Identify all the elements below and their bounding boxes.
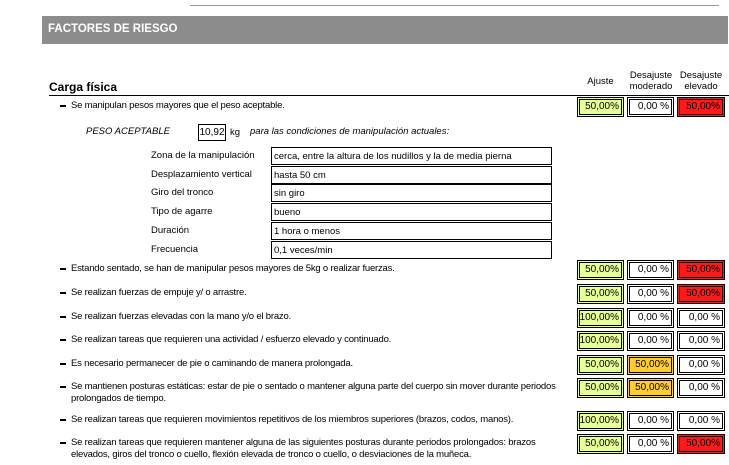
peso-conditions: para las condiciones de manipulación actuales: [250,126,450,137]
category-title: Carga física [49,80,118,94]
risk-row-text: Se realizan tareas que requieren una actividad / esfuerzo elevado y continuado. [71,334,392,345]
bullet-dash [60,105,66,107]
param-value[interactable]: 0,1 veces/min [271,241,552,259]
bullet-dash [60,419,66,421]
bullet-dash [60,268,66,270]
cell-elevado[interactable]: 50,00% [677,284,725,304]
param-label: Tipo de agarre [151,206,213,217]
col-header-moderado: Desajuste moderado [629,70,673,92]
cell-ajuste[interactable]: 50,00% [577,378,624,398]
cell-elevado[interactable]: 0,00 % [677,331,725,351]
risk-row-text: Se mantienen posturas estáticas: estar de pie o sentado o mantener alguna parte del cuerpo sin mover durante periodos prolongados de tiempo. [71,381,556,404]
category-underline [49,95,729,96]
cell-elevado[interactable]: 0,00 % [677,308,725,328]
param-value[interactable]: cerca, entre la altura de los nudillos y la de media pierna [271,147,552,165]
cell-elevado[interactable]: 50,00% [677,434,725,454]
risk-row-text: Se realizan tareas que requieren movimientos repetitivos de los miembros superiores (brazos, codos, manos). [71,414,514,425]
risk-row-text: Es necesario permanecer de pie o caminando de manera prolongada. [71,358,353,369]
cell-ajuste[interactable]: 50,00% [577,284,624,304]
peso-unit: kg [230,127,241,138]
risk-row-text: Estando sentado, se han de manipular pesos mayores de 5kg o realizar fuerzas. [71,263,395,274]
top-cut-line [190,5,719,6]
cell-ajuste[interactable]: 100,00% [577,411,624,431]
bullet-dash [60,292,66,294]
cell-moderado[interactable]: 0,00 % [627,97,674,117]
cell-elevado[interactable]: 50,00% [677,260,725,280]
peso-aceptable-label: PESO ACEPTABLE [86,126,170,137]
bullet-dash [60,339,66,341]
cell-ajuste[interactable]: 100,00% [577,331,624,351]
param-value[interactable]: sin giro [271,184,552,202]
cell-moderado[interactable]: 0,00 % [627,331,674,351]
param-label: Duración [151,225,190,236]
bullet-dash [60,316,66,318]
cell-ajuste[interactable]: 50,00% [577,434,624,454]
cell-elevado[interactable]: 50,00% [677,97,725,117]
risk-row-text: Se realizan tareas que requieren mantener alguna de las siguientes posturas durante periodos prolongados: brazos elevados, giros del tronco o cuello, flexión elevada de tronco o cuello, o desviaciones de la muñeca. [71,437,536,460]
cell-ajuste[interactable]: 50,00% [577,97,624,117]
cell-moderado[interactable]: 0,00 % [627,260,674,280]
cell-ajuste[interactable]: 100,00% [577,308,624,328]
cell-elevado[interactable]: 0,00 % [677,411,725,431]
param-label: Desplazamiento vertical [151,169,252,180]
param-value[interactable]: 1 hora o menos [271,222,552,240]
top-cut-strip [0,0,729,6]
cell-moderado[interactable]: 50,00% [627,378,674,398]
cell-moderado[interactable]: 50,00% [627,355,674,375]
bullet-dash [60,442,66,444]
param-label: Frecuencia [151,244,198,255]
cell-moderado[interactable]: 0,00 % [627,308,674,328]
col-header-ajuste: Ajuste [587,76,614,87]
risk-row-text: Se realizan fuerzas elevadas con la mano y/o el brazo. [71,311,291,322]
section-header: FACTORES DE RIESGO [42,16,728,44]
risk-row-text: Se realizan fuerzas de empuje y/ o arrastre. [71,287,247,298]
param-value[interactable]: bueno [271,203,552,221]
param-label: Giro del tronco [151,187,214,198]
cell-moderado[interactable]: 0,00 % [627,434,674,454]
risk-row-text: Se manipulan pesos mayores que el peso aceptable. [71,100,285,111]
cell-moderado[interactable]: 0,00 % [627,284,674,304]
cell-elevado[interactable]: 0,00 % [677,378,725,398]
cell-ajuste[interactable]: 50,00% [577,260,624,280]
param-value[interactable]: hasta 50 cm [271,166,552,184]
bullet-dash [60,363,66,365]
col-header-elevado: Desajuste elevado [679,70,723,92]
param-label: Zona de la manipulación [151,150,255,161]
cell-elevado[interactable]: 0,00 % [677,355,725,375]
cell-ajuste[interactable]: 50,00% [577,355,624,375]
cell-moderado[interactable]: 0,00 % [627,411,674,431]
peso-aceptable-value[interactable]: 10,92 [198,124,226,141]
bullet-dash [60,386,66,388]
